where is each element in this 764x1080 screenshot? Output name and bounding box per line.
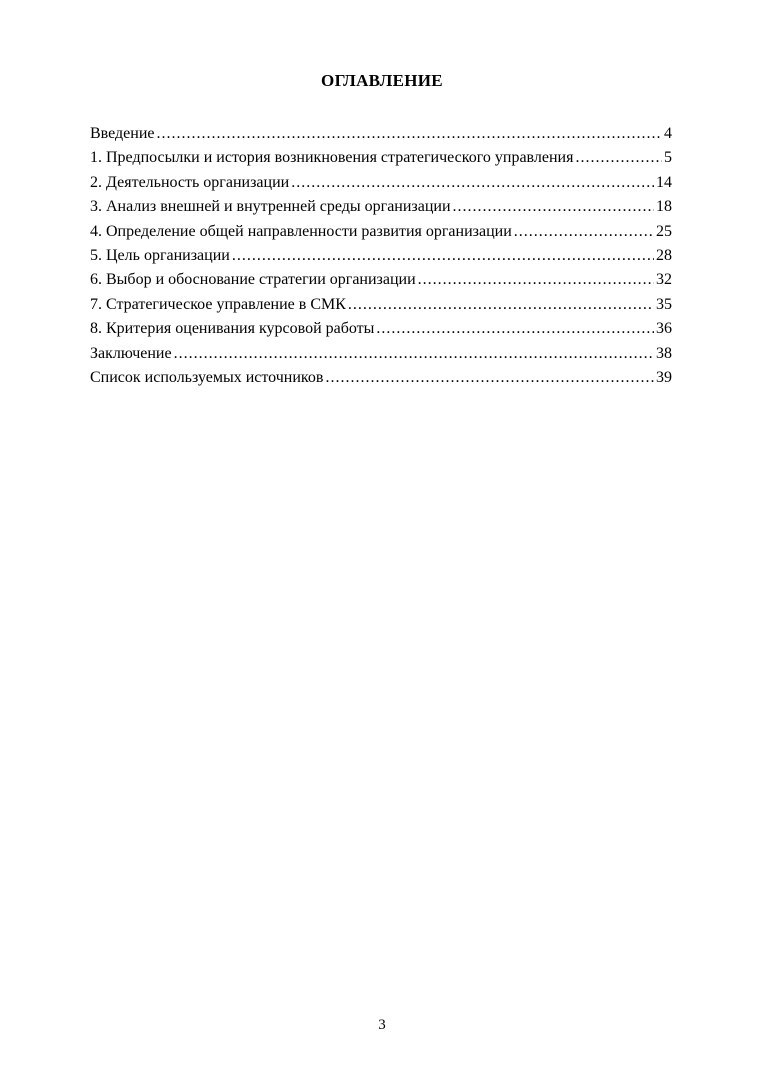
toc-entry-chapter-1[interactable] (90, 146, 672, 170)
toc-entry-label: 5. Цель организации (90, 246, 230, 264)
toc-entry-label: Введение (90, 125, 155, 142)
toc-leader-dots (453, 195, 654, 219)
toc-entry-page: 5 (664, 149, 672, 167)
toc-leader-dots (418, 268, 654, 292)
toc-entry-label: 7. Стратегическое управление в СМК (90, 295, 346, 313)
toc-entry-page: 14 (656, 173, 672, 191)
toc-leader-dots (348, 293, 654, 317)
toc-entry-label: 8. Критерия оценивания курсовой работы (90, 320, 375, 338)
page-title: ОГЛАВЛЕНИЕ (321, 71, 443, 90)
toc-entry-page: 18 (656, 198, 672, 216)
toc-leader-dots (174, 342, 654, 366)
toc-entry-label: 2. Деятельность организации (90, 173, 290, 191)
toc-leader-dots (157, 122, 663, 146)
toc-entry-page: 4 (664, 125, 672, 142)
toc-entry-chapter-2[interactable] (90, 171, 672, 195)
toc-entry-label: Заключение (90, 344, 172, 362)
toc-entry-conclusion[interactable] (90, 342, 672, 366)
toc-entry-page: 36 (656, 320, 672, 338)
toc-entry-page: 38 (656, 344, 672, 362)
toc-leader-dots (325, 366, 654, 390)
toc-entry-chapter-5[interactable] (90, 244, 672, 268)
page-number: 3 (378, 1017, 386, 1033)
toc-entry-chapter-4[interactable] (90, 220, 672, 244)
toc-leader-dots (514, 220, 654, 244)
toc-entry-label: 6. Выбор и обоснование стратегии организации (90, 271, 416, 289)
toc-entry-page: 35 (656, 295, 672, 313)
toc-entry-page: 25 (656, 222, 672, 240)
toc-leader-dots (376, 317, 654, 341)
toc-entry-chapter-7[interactable] (90, 293, 672, 317)
toc-entry-chapter-3[interactable] (90, 195, 672, 219)
toc-entry-references[interactable] (90, 366, 672, 390)
toc-entry-introduction[interactable] (90, 122, 672, 146)
toc-entry-label: 4. Определение общей направленности развития организации (90, 222, 512, 240)
toc-entry-chapter-6[interactable] (90, 268, 672, 292)
toc-entry-page: 28 (656, 246, 672, 264)
toc-entry-chapter-8[interactable] (90, 317, 672, 341)
toc-entry-label: 3. Анализ внешней и внутренней среды организации (90, 198, 451, 216)
toc-entry-page: 39 (656, 368, 672, 386)
toc-leader-dots (232, 244, 654, 268)
toc-leader-dots (575, 146, 662, 170)
toc-leader-dots (291, 171, 654, 195)
toc-entry-label: Список используемых источников (90, 368, 324, 386)
table-of-contents (90, 122, 672, 390)
toc-entry-label: 1. Предпосылки и история возникновения стратегического управления (90, 149, 574, 167)
toc-entry-page: 32 (656, 271, 672, 289)
